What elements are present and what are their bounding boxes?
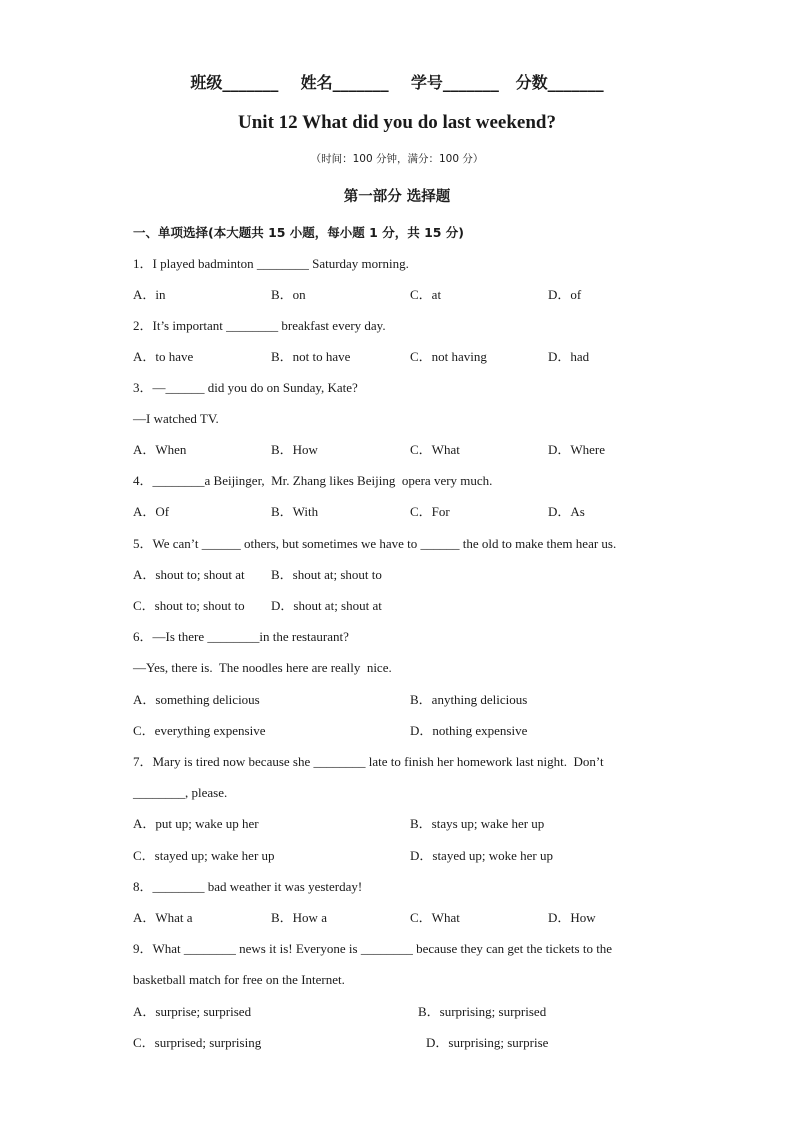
part-title: 第一部分 选择题 [343,189,451,205]
option-b: B．How a [271,910,327,925]
question-stem: 6．—Is there ________in the restaurant? [133,629,349,644]
option-c: C．What [410,442,460,457]
option-b: B．shout at; shout to [271,567,382,582]
option-a: A．shout to; shout at [133,567,245,582]
question-stem: 7．Mary is tired now because she ________ late to finish her homework last night. Don’t [133,754,604,769]
option-a: A．put up; wake up her [133,816,259,831]
option-b: B．With [271,504,319,519]
question-stem: 9．What ________ news it is! Everyone is ________ because they can get the tickets to the [133,941,613,956]
option-c: C．stayed up; wake her up [133,848,275,863]
question-stem-line-2: —I watched TV. [133,411,219,426]
option-b: B．How [271,442,318,457]
option-c: C．at [410,287,442,302]
option-b: B．on [271,287,306,302]
question-stem: 5．We can’t ______ others, but sometimes we have to ______ the old to make them hear us. [133,536,617,551]
option-d: D．As [548,504,585,519]
option-c: C．not having [410,349,487,364]
question-stem-line-2: basketball match for free on the Internet. [133,972,345,987]
option-c: C．What [410,910,460,925]
question-stem: 2．It’s important ________ breakfast every day. [133,318,386,333]
option-a: A．surprise; surprised [133,1004,252,1019]
student-info-line: 班级_______ 姓名_______ 学号_______ 分数_______ [190,73,604,92]
option-c: C．surprised; surprising [133,1035,262,1050]
option-c: C．everything expensive [133,723,266,738]
option-d: D．nothing expensive [410,723,528,738]
option-d: D．surprising; surprise [426,1035,549,1050]
option-c: C．shout to; shout to [133,598,245,613]
option-b: B．not to have [271,349,351,364]
option-a: A．Of [133,504,170,519]
page-title: Unit 12 What did you do last weekend? [238,112,556,133]
option-a: A．something delicious [133,692,260,707]
option-d: D．had [548,349,590,364]
option-b: B．surprising; surprised [418,1004,547,1019]
question-stem-line-2: —Yes, there is. The noodles here are really nice. [133,660,392,675]
option-a: A．to have [133,349,194,364]
option-d: D．of [548,287,582,302]
time-score-note: （时间：100 分钟，满分：100 分） [310,153,484,165]
question-stem: 8．________ bad weather it was yesterday! [133,879,363,894]
question-stem-line-2: ________, please. [133,785,228,800]
question-stem: 3．—______ did you do on Sunday, Kate? [133,380,358,395]
question-stem: 1．I played badminton ________ Saturday morning. [133,256,409,271]
option-b: B．anything delicious [410,692,528,707]
option-d: D．Where [548,442,606,457]
option-a: A．What a [133,910,193,925]
option-d: D．How [548,910,596,925]
option-d: D．shout at; shout at [271,598,382,613]
option-a: A．When [133,442,187,457]
option-b: B．stays up; wake her up [410,816,545,831]
option-d: D．stayed up; woke her up [410,848,553,863]
option-c: C．For [410,504,450,519]
option-a: A．in [133,287,166,302]
question-stem: 4．________a Beijinger, Mr. Zhang likes Beijing opera very much. [133,473,493,488]
section-title: 一、单项选择(本大题共 15 小题，每小题 1 分，共 15 分) [133,225,465,240]
